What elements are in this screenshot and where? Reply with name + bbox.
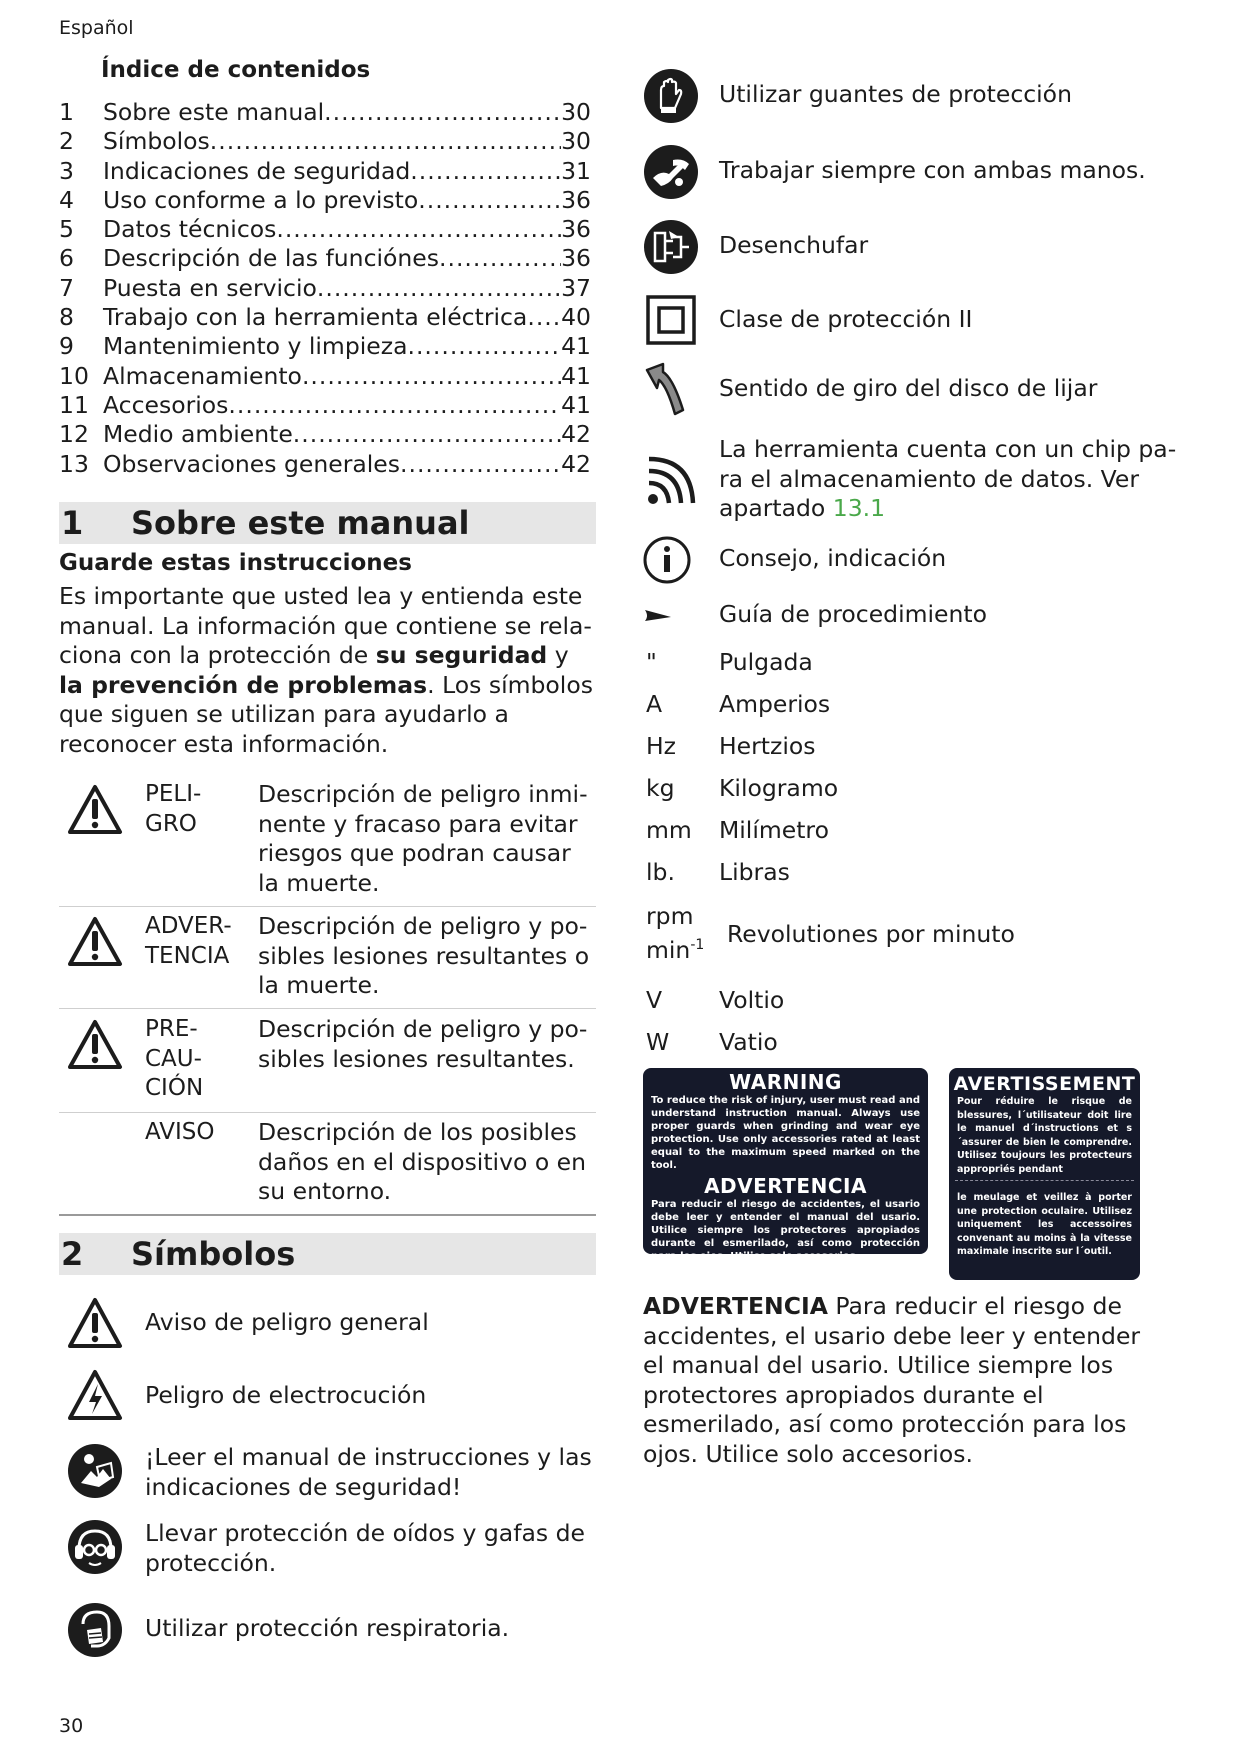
label-text: Pour réduire le risque de blessures, l´utilisateur doit lire le manuel d´instructions et s´assurer de bien le comprendre. Utilisez toujours les protecteurs appropriés pendant <box>957 1096 1132 1175</box>
symbol-row <box>59 1296 599 1356</box>
toc-entry-label: Descripción de las funciónes <box>103 244 439 273</box>
data-chip-icon <box>643 455 699 511</box>
symbol-row <box>643 68 1203 128</box>
language-label: Español <box>59 17 134 39</box>
toc-entry[interactable] <box>59 420 591 449</box>
info-icon <box>643 532 699 588</box>
toc-entry-page: 30 <box>561 98 591 126</box>
rotation-arrow-icon <box>643 362 699 418</box>
symbol-text: Peligro de electrocución <box>145 1381 427 1409</box>
section-title: Sobre este manual <box>131 504 470 542</box>
section-2-header <box>59 1233 596 1275</box>
toc-entry-page: 40 <box>561 303 591 332</box>
toc-entry-page: 42 <box>561 420 591 449</box>
label-divider <box>955 1180 1134 1181</box>
label-title: WARNING <box>729 1070 842 1094</box>
section-1-header <box>59 502 596 544</box>
abbreviation-row <box>643 902 1203 968</box>
symbol-text: ¡Leer el manual de instrucciones y las indicaciones de seguridad! <box>145 1443 592 1501</box>
toc-entry[interactable] <box>59 332 591 361</box>
toc-entry-page: 31 <box>561 156 591 185</box>
toc-leader-dots <box>407 332 561 360</box>
signal-word: AVISO <box>145 1119 215 1145</box>
abbreviation-meaning: Libras <box>719 858 790 886</box>
abbreviation-row <box>643 774 1203 804</box>
toc-entry-page: 41 <box>561 332 591 361</box>
hazard-row <box>59 780 596 907</box>
symbol-row <box>59 1602 599 1662</box>
toc-leader-dots <box>228 391 561 419</box>
toc-entry-label: Puesta en servicio <box>103 273 317 302</box>
toc-entry-page: 37 <box>561 273 591 302</box>
symbol-row <box>643 292 1203 352</box>
symbol-row <box>643 600 1203 636</box>
subheading: Guarde estas instrucciones <box>59 550 412 576</box>
symbol-text: Clase de protección II <box>719 305 973 333</box>
section-number: 2 <box>61 1235 84 1273</box>
abbreviation: mm <box>646 816 692 844</box>
toc-leader-dots <box>317 274 561 302</box>
toc-leader-dots <box>293 420 561 448</box>
hazard-description: Descripción de peligro inminente y fracaso para evitar riesgos que podran causar la muerte. <box>258 780 588 897</box>
toc-entry[interactable] <box>59 391 591 420</box>
toc-entry-label: Datos técnicos <box>103 215 277 244</box>
hazard-description: Descripción de peligro y posibles lesiones resultantes. <box>258 1015 588 1073</box>
toc-entry-label: Trabajo con la herramienta eléctrica <box>103 303 528 332</box>
abbreviation: V <box>646 986 663 1014</box>
symbol-text: Sentido de giro del disco de lijar <box>719 374 1098 402</box>
toc-entry-label: Sobre este manual <box>103 98 325 126</box>
abbreviation-row <box>643 816 1203 846</box>
warning-label <box>643 1068 928 1262</box>
symbol-row <box>643 532 1203 592</box>
intro-paragraph: Es importante que usted lea y entienda este manual. La información que contiene se relaciona con la protección de su seguridad y la prevención de problemas. Los símbolos que siguen se utilizan para ayudarlo a reconocer esta información. <box>59 582 593 758</box>
abbreviation: " <box>646 648 657 676</box>
abbreviation-row <box>643 986 1203 1016</box>
toc-entry[interactable] <box>59 274 591 303</box>
toc-entry[interactable] <box>59 186 591 215</box>
toc-entry-number: 11 <box>59 390 89 419</box>
hazard-description: Descripción de peligro y posibles lesiones resultantes o la muerte. <box>258 912 590 999</box>
toc-entry-number: 9 <box>59 332 74 361</box>
abbreviation-meaning: Vatio <box>719 1028 778 1056</box>
toc-entry-label: Observaciones generales <box>103 449 400 478</box>
symbol-row <box>59 1443 599 1503</box>
toc-entry-page: 36 <box>561 244 591 273</box>
toc-entry-number: 5 <box>59 215 74 244</box>
ear-eye-protection-icon <box>67 1519 123 1575</box>
abbreviation-row <box>643 1028 1203 1058</box>
toc-entry[interactable] <box>59 157 591 186</box>
warning-triangle-icon <box>67 784 123 836</box>
label-text: Para reducir el riesgo de accidentes, el usario debe leer y entender el manual del usario. Utilice siempre los protectores apropiados durante el esmerilado, así como protección para los ojos. Utilice solo accesorios. <box>651 1199 920 1262</box>
section-title: Símbolos <box>131 1235 296 1273</box>
abbreviation: Hz <box>646 732 677 760</box>
table-of-contents <box>59 98 591 479</box>
symbol-text: Guía de procedimiento <box>719 600 987 628</box>
abbreviation-row <box>643 858 1203 888</box>
toc-entry-page: 41 <box>561 390 591 419</box>
toc-entry[interactable] <box>59 450 591 479</box>
toc-entry-number: 10 <box>59 361 89 390</box>
hazard-row <box>59 912 596 1009</box>
avertissement-label <box>949 1068 1140 1280</box>
toc-entry-label: Indicaciones de seguridad <box>103 156 411 185</box>
symbol-text: Utilizar guantes de protección <box>719 80 1072 108</box>
abbreviation-meaning: Voltio <box>719 986 785 1014</box>
toc-entry-label: Mantenimiento y limpieza <box>103 332 408 361</box>
abbreviation-row <box>643 732 1203 762</box>
toc-entry[interactable] <box>59 98 591 127</box>
toc-entry-number: 8 <box>59 303 74 332</box>
symbol-text: Consejo, indicación <box>719 544 947 572</box>
gloves-icon <box>643 68 699 124</box>
toc-entry-number: 6 <box>59 244 74 273</box>
symbol-row <box>643 435 1203 527</box>
abbreviation: A <box>646 690 663 718</box>
hazard-description: Descripción de los posibles daños en el dispositivo o en su entorno. <box>258 1118 587 1205</box>
toc-entry-number: 1 <box>59 98 74 126</box>
signal-word: ADVER- TENCIA <box>145 913 232 969</box>
abbreviation-row <box>643 690 1203 720</box>
signal-word: PELI- GRO <box>145 781 202 837</box>
toc-leader-dots <box>418 186 561 214</box>
symbol-row <box>59 1368 599 1428</box>
page-number: 30 <box>59 1715 84 1737</box>
section-link[interactable]: 13.1 <box>832 494 886 522</box>
symbol-row <box>643 219 1203 279</box>
toc-entry-number: 4 <box>59 185 74 214</box>
symbol-text: Utilizar protección respiratoria. <box>145 1614 510 1642</box>
symbol-text: Desenchufar <box>719 231 869 259</box>
toc-entry[interactable] <box>59 215 591 244</box>
abbreviation: lb. <box>646 858 675 886</box>
abbreviation: W <box>646 1028 670 1056</box>
toc-entry-number: 2 <box>59 127 74 156</box>
symbol-row <box>643 362 1203 422</box>
abbreviation-meaning: Pulgada <box>719 648 813 676</box>
toc-entry-page: 36 <box>561 185 591 214</box>
abbreviation: $\min^{-1}$ <box>646 936 705 964</box>
toc-entry-label: Símbolos <box>103 127 210 156</box>
symbol-text: Aviso de peligro general <box>145 1308 429 1336</box>
toc-leader-dots <box>210 127 561 155</box>
abbreviation-row <box>643 648 1203 678</box>
toc-entry-page: 41 <box>561 361 591 390</box>
toc-entry-page: 42 <box>561 449 591 478</box>
abbreviation-meaning: Amperios <box>719 690 831 718</box>
toc-entry-number: 13 <box>59 449 89 478</box>
respiratory-protection-icon <box>67 1602 123 1658</box>
toc-leader-dots <box>302 362 561 390</box>
label-text: To reduce the risk of injury, user must read and understand instruction manual. Always use proper guards when grinding and wear eye protection. Use only accessories rated at least equal to the maximum speed marked on the tool. <box>651 1095 920 1171</box>
toc-entry[interactable] <box>59 362 591 391</box>
toc-entry[interactable] <box>59 244 591 273</box>
abbreviation-meaning: Kilogramo <box>719 774 839 802</box>
section-number: 1 <box>61 504 84 542</box>
warning-triangle-icon <box>67 916 123 968</box>
hazard-row <box>59 1118 596 1216</box>
electrocution-icon <box>67 1368 123 1424</box>
toc-entry-page: 30 <box>561 127 591 156</box>
toc-leader-dots <box>276 215 561 243</box>
toc-leader-dots <box>324 98 561 126</box>
read-manual-icon <box>67 1443 123 1499</box>
toc-leader-dots <box>527 303 561 331</box>
symbol-text: Trabajar siempre con ambas manos. <box>719 156 1146 184</box>
procedure-arrow-icon <box>643 606 675 626</box>
toc-leader-dots <box>400 450 561 478</box>
toc-entry-number: 7 <box>59 273 74 302</box>
toc-entry-page: 36 <box>561 215 591 244</box>
warning-triangle-icon <box>67 1019 123 1071</box>
abbreviation: kg <box>646 774 675 802</box>
protection-class-ii-icon <box>643 292 699 348</box>
toc-entry-label: Medio ambiente <box>103 420 293 449</box>
general-warning-icon <box>67 1296 123 1352</box>
toc-title: Índice de contenidos <box>101 57 371 83</box>
label-title: ADVERTENCIA <box>704 1174 867 1198</box>
unplug-icon <box>643 219 699 275</box>
both-hands-icon <box>643 144 699 200</box>
label-text: le meulage et veillez à porter une protection oculaire. Utilisez uniquement les accessoires convenant au moins à la vitesse maximale inscrite sur l´outil. <box>957 1192 1132 1257</box>
symbol-row <box>59 1519 599 1579</box>
toc-entry-number: 12 <box>59 420 89 449</box>
toc-entry-number: 3 <box>59 156 74 185</box>
symbol-row <box>643 144 1203 204</box>
toc-entry[interactable] <box>59 127 591 156</box>
toc-entry[interactable] <box>59 303 591 332</box>
symbol-text: Llevar protección de oídos y gafas de protección. <box>145 1519 585 1577</box>
hazard-row <box>59 1015 596 1113</box>
toc-entry-label: Almacenamiento <box>103 361 302 390</box>
abbreviation-meaning: Revolutiones por minuto <box>727 920 1015 948</box>
toc-entry-label: Uso conforme a lo previsto <box>103 185 419 214</box>
label-title: AVERTISSEMENT <box>953 1073 1136 1095</box>
symbol-text: La herramienta cuenta con un chip para el almacenamiento de datos. Ver apartado 13.1 <box>719 435 1177 522</box>
abbreviation-meaning: Hertzios <box>719 732 816 760</box>
abbreviation-meaning: Milímetro <box>719 816 829 844</box>
signal-word: PRE- CAU- CIÓN <box>145 1016 204 1101</box>
toc-entry-label: Accesorios <box>103 390 229 419</box>
abbreviation: rpm <box>646 902 694 930</box>
toc-leader-dots <box>410 157 561 185</box>
toc-leader-dots <box>439 244 561 272</box>
warning-paragraph: ADVERTENCIA Para reducir el riesgo de accidentes, el usario debe leer y entender el manual del usario. Utilice siempre los protectores apropiados durante el esmerilado, así como protección para los ojos. Utilice solo accesorios. <box>643 1292 1141 1468</box>
